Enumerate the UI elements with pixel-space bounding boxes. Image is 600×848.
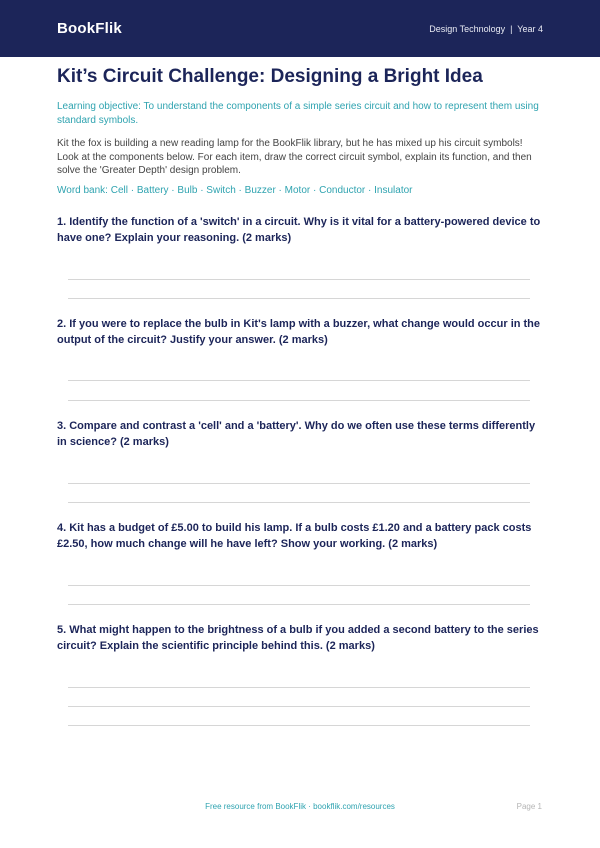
word-bank: Word bank: Cell · Battery · Bulb · Switch · Buzzer · Motor · Conductor · Insulator bbox=[57, 185, 413, 196]
answer-line[interactable] bbox=[68, 604, 530, 605]
subject-year-label: Design Technology | Year 4 bbox=[429, 23, 543, 34]
brand-logo: BookFlik bbox=[57, 20, 122, 37]
page-header bbox=[0, 0, 600, 57]
answer-line[interactable] bbox=[68, 400, 530, 401]
answer-line[interactable] bbox=[68, 483, 530, 484]
page-title: Kit’s Circuit Challenge: Designing a Bright Idea bbox=[57, 66, 483, 87]
answer-line[interactable] bbox=[68, 380, 530, 381]
answer-line[interactable] bbox=[68, 725, 530, 726]
answer-line[interactable] bbox=[68, 706, 530, 707]
answer-line[interactable] bbox=[68, 687, 530, 688]
question-5: 5. What might happen to the brightness of a bulb if you added a second battery to the series circuit? Explain the scientific principle behind this. (2 marks) bbox=[57, 624, 539, 652]
question-2: 2. If you were to replace the bulb in Kit's lamp with a buzzer, what change would occur in the output of the circuit? Justify your answer. (2 marks) bbox=[57, 318, 541, 346]
intro-text: Kit the fox is building a new reading lamp for the BookFlik library, but he has mixed up his circuit symbols! Look at the components below. For each item, draw the correct circuit symbol, explain its function, and then solve the 'Greater Depth' design problem. bbox=[57, 138, 532, 176]
answer-line[interactable] bbox=[68, 502, 530, 503]
question-4: 4. Kit has a budget of £5.00 to build his lamp. If a bulb costs £1.20 and a battery pack costs £2.50, how much change will he have left? Show your working. (2 marks) bbox=[57, 522, 532, 550]
question-1: 1. Identify the function of a 'switch' in a circuit. Why is it vital for a battery-powered device to have one? Explain your reasoning. (2 marks) bbox=[57, 216, 541, 244]
answer-line[interactable] bbox=[68, 279, 530, 280]
learning-objective: Learning objective: To understand the components of a simple series circuit and how to represent them using standard symbols. bbox=[57, 101, 539, 126]
answer-line[interactable] bbox=[68, 585, 530, 586]
answer-line[interactable] bbox=[68, 298, 530, 299]
question-3: 3. Compare and contrast a 'cell' and a 'battery'. Why do we often use these terms differently in science? (2 marks) bbox=[57, 420, 536, 448]
page-number: Page 1 bbox=[516, 802, 542, 811]
footer-resource-link[interactable]: Free resource from BookFlik · bookflik.com/resources bbox=[205, 802, 395, 811]
